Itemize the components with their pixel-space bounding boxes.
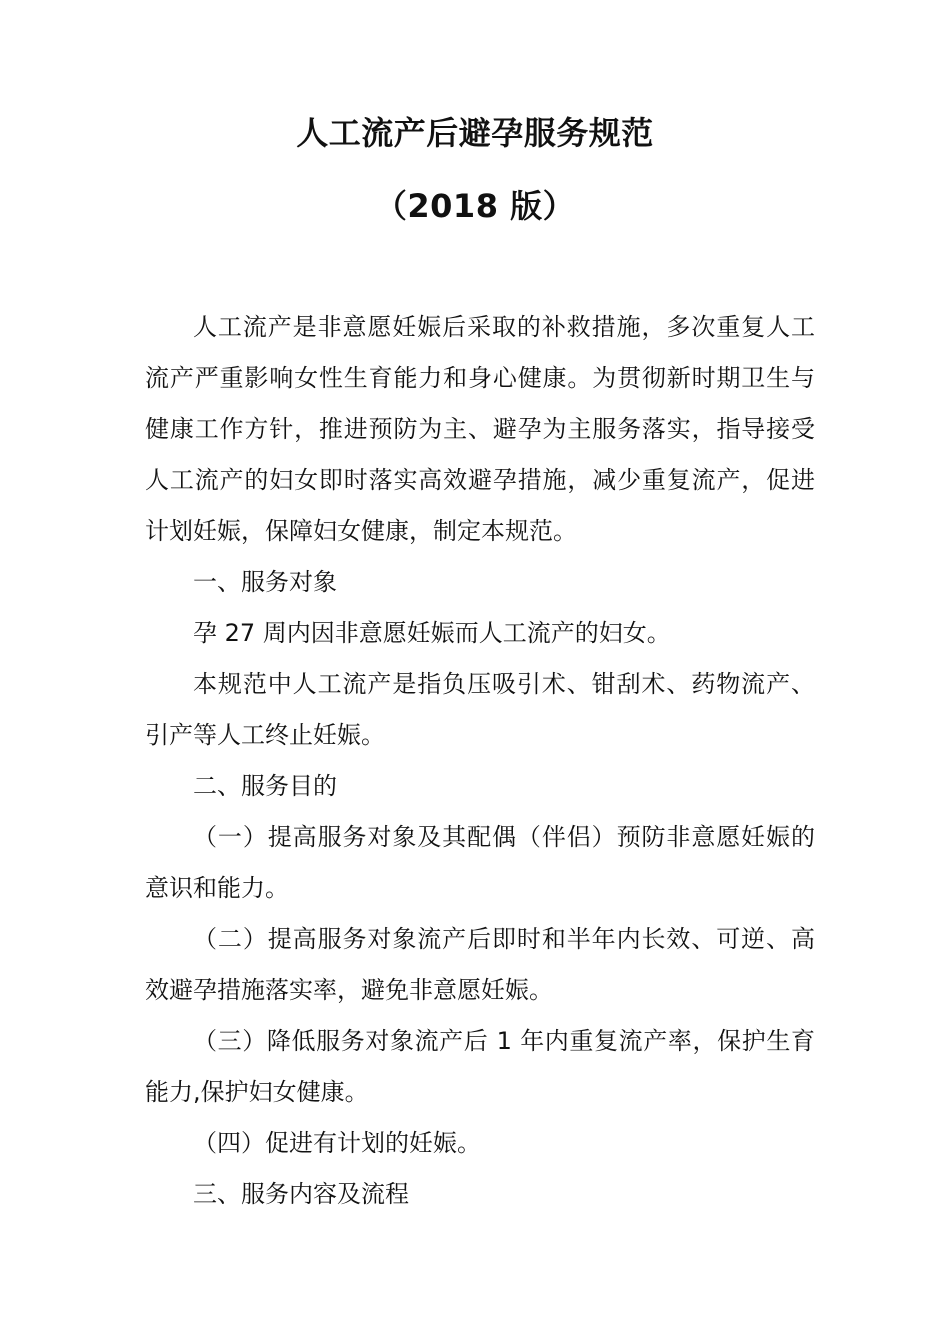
document-title: 人工流产后避孕服务规范 [296,114,654,152]
intro-paragraph: 人工流产是非意愿妊娠后采取的补救措施，多次重复人工流产严重影响女性生育能力和身心健康。为贯彻新时期卫生与健康工作方针，推进预防为主、避孕为主服务落实，指导接受人工流产的妇女即时落实高效避孕措施，减少重复流产，促进计划妊娠，保障妇女健康，制定本规范。 [145,313,815,545]
document-body [145,302,815,1220]
document-subtitle: （2018 版） [374,187,576,225]
list-item: （一）提高服务对象及其配偶（伴侣）预防非意愿妊娠的意识和能力。 [145,823,815,902]
section-heading-service-purpose: 二、服务目的 [193,772,337,800]
list-item: （二）提高服务对象流产后即时和半年内长效、可逆、高效避孕措施落实率，避免非意愿妊娠。 [145,925,815,1004]
list-item: （三）降低服务对象流产后 1 年内重复流产率，保护生育能力,保护妇女健康。 [145,1027,815,1106]
paragraph: 本规范中人工流产是指负压吸引术、钳刮术、药物流产、引产等人工终止妊娠。 [145,670,815,749]
section-heading-service-target: 一、服务对象 [193,568,337,596]
section-heading-service-content: 三、服务内容及流程 [193,1180,409,1208]
list-item: （四）促进有计划的妊娠。 [193,1129,481,1157]
paragraph: 孕 27 周内因非意愿妊娠而人工流产的妇女。 [193,619,671,647]
